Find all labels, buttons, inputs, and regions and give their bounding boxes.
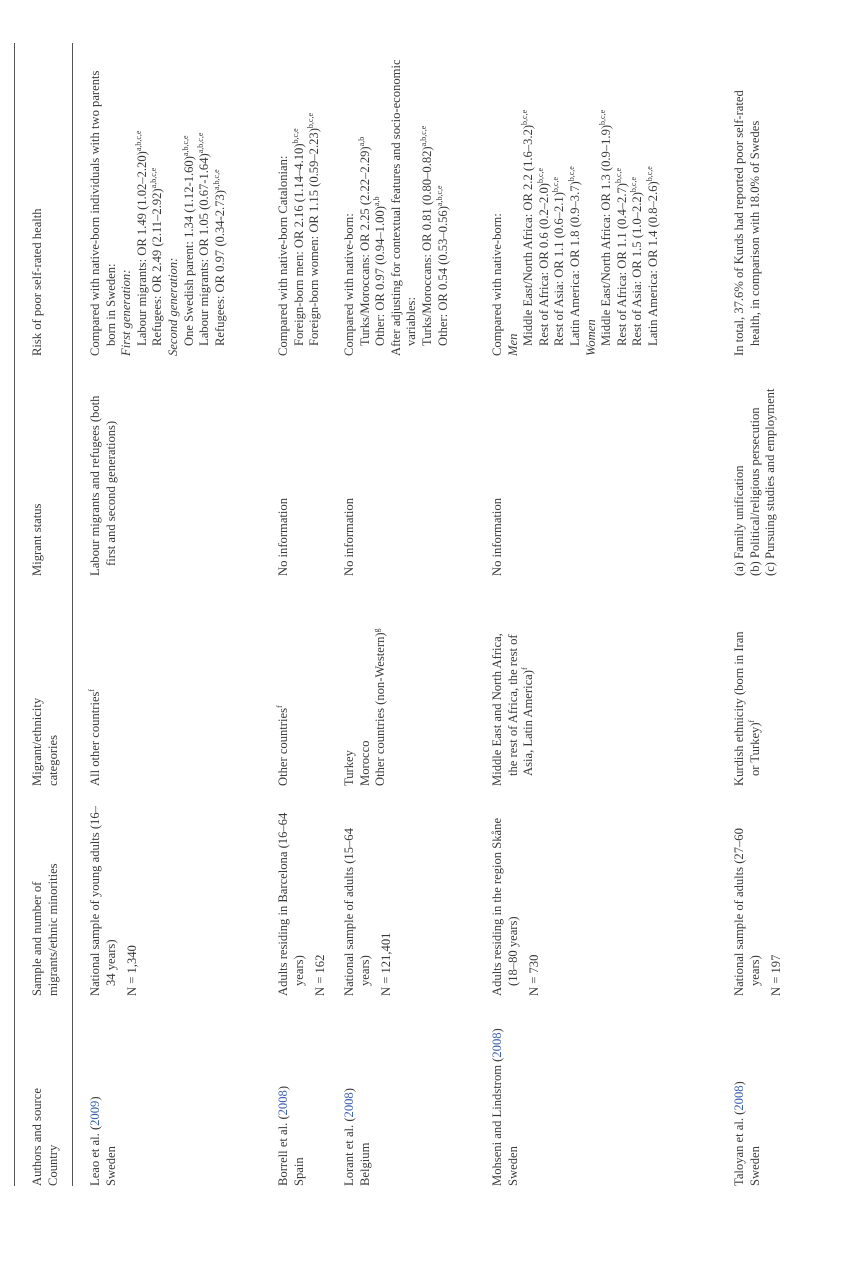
citation-year-link[interactable]: 2008 <box>276 1090 290 1116</box>
risk-line <box>88 56 119 356</box>
footnote-marker: b,c,e <box>598 109 608 125</box>
citation-year-link[interactable]: 2009 <box>88 1100 102 1126</box>
footnote-marker: b,c,e <box>551 176 561 193</box>
risk-cell <box>88 56 228 356</box>
risk-line <box>358 56 374 356</box>
risk-line <box>615 56 631 356</box>
sample-size: N = 730 <box>527 954 542 996</box>
risk-line <box>630 56 646 356</box>
footnote-marker: a,b <box>372 196 382 207</box>
categories-cell <box>342 626 389 786</box>
category-text: Middle East and North Africa, the rest of Africa, the rest of Asia, Latin America) <box>490 633 536 786</box>
category-item <box>732 626 763 786</box>
author-cell <box>342 1026 373 1186</box>
sample-description: National sample of adults (27–60 years) <box>732 828 762 996</box>
risk-text: Latin America: OR 1.4 (0.8–2.6) <box>645 181 660 346</box>
risk-line <box>521 56 537 356</box>
footnote-marker: a,b,c,e <box>418 125 428 147</box>
footnote-marker: b,c,e <box>535 167 545 183</box>
author-name: Lorant et al. <box>342 1124 356 1186</box>
risk-cell <box>490 56 662 356</box>
risk-text: Middle East/North Africa: OR 2.2 (1.6–3.2) <box>521 124 536 346</box>
risk-text: Rest of Africa: OR 1.1 (0.4–2.7) <box>614 183 629 346</box>
sample-size: N = 121,401 <box>379 932 394 996</box>
author-cell <box>88 1026 119 1186</box>
risk-text: Labour migrants: OR 1.05 (0.67-1.64) <box>197 153 212 346</box>
risk-line <box>537 56 553 356</box>
author-name: Mohseni and Lindstrom <box>490 1064 504 1186</box>
risk-subheading <box>166 56 182 356</box>
author-name: Leao et al. <box>88 1133 102 1186</box>
footnote-marker: a,b,c,e <box>149 167 159 189</box>
author-line: Taloyan et al. (2008) <box>732 1081 746 1186</box>
author-line: Mohseni and Lindstrom (2008) <box>490 1028 504 1186</box>
risk-line <box>213 56 229 356</box>
col-header-categories: Migrant/ethnicity categories <box>30 697 60 786</box>
category-text: Turkey <box>342 750 356 786</box>
risk-text: Refugees: OR 2.49 (2.11–2.92) <box>150 188 165 346</box>
risk-text: After adjusting for contextual features and socio-economic variables: <box>388 59 419 356</box>
status-cell <box>490 376 506 576</box>
risk-line <box>646 56 662 356</box>
col-header-status: Migrant status <box>30 503 44 576</box>
footnote-marker: a,b,c,e <box>133 130 143 152</box>
author-line: Leao et al. (2009) <box>88 1096 102 1186</box>
risk-line <box>420 56 436 356</box>
risk-text: Refugees: OR 0.97 (0.34-2.73) <box>212 190 227 346</box>
footnote-marker: b,c,e <box>629 176 639 193</box>
risk-text: Compared with native-born: <box>490 213 504 356</box>
sample-size: N = 1,340 <box>125 945 140 996</box>
footnote-marker: g <box>372 628 382 633</box>
risk-text: Other: OR 0.97 (0.94–1.00) <box>373 206 388 346</box>
category-item <box>373 626 389 786</box>
footnote-marker: b,c,e <box>306 112 316 129</box>
risk-line <box>292 56 308 356</box>
risk-line <box>197 56 213 356</box>
risk-text: Latin America: OR 1.8 (0.9–3.7) <box>567 181 582 346</box>
risk-text: Men <box>505 333 520 356</box>
category-item <box>276 626 292 786</box>
risk-cell <box>732 56 763 356</box>
citation-year-link[interactable]: 2008 <box>342 1092 356 1118</box>
risk-text: Women <box>583 319 598 356</box>
category-text: Kurdish ethnicity (born in Iran or Turkey) <box>732 631 762 786</box>
footnote-marker: f <box>275 705 284 708</box>
footnote-marker: a,b,c,e <box>434 185 444 207</box>
risk-line <box>552 56 568 356</box>
footnote-marker: a,b,c,e <box>211 169 221 190</box>
footnote-marker: b,c,e <box>520 109 530 125</box>
risk-text: Rest of Africa: OR 0.6 (0.2–2.0) <box>536 183 551 346</box>
author-line: Lorant et al. (2008) <box>342 1088 356 1186</box>
status-item: (a) Family unification <box>732 465 746 576</box>
citation-year-link[interactable]: 2008 <box>732 1085 746 1111</box>
status-item: (b) Political/religious persecution <box>747 407 762 576</box>
author-line: Borrell et al. (2008) <box>276 1085 290 1186</box>
risk-line <box>599 56 615 356</box>
risk-subheading <box>584 56 600 356</box>
footnote-marker: f <box>87 688 96 692</box>
author-cell <box>490 1026 521 1186</box>
risk-text: Compared with native-born individuals with two parents born in Sweden: <box>88 70 118 356</box>
sample-description: Adults residing in Barcelona (16–64 years) <box>276 812 306 996</box>
sample-size: N = 162 <box>313 954 328 996</box>
risk-line <box>307 56 323 356</box>
risk-line <box>568 56 584 356</box>
risk-text: First generation: <box>119 269 134 356</box>
footnote-marker: b,c,e <box>613 167 623 183</box>
col-header-risk: Risk of poor self-rated health <box>30 208 44 356</box>
category-item <box>342 626 358 786</box>
footnote-marker: f <box>520 667 530 671</box>
risk-cell <box>342 56 451 356</box>
status-cell <box>732 376 779 576</box>
risk-text: Middle East/North Africa: OR 1.3 (0.9–1.9) <box>599 124 614 346</box>
risk-text: Rest of Asia: OR 1.5 (1.0–2.2) <box>630 192 645 346</box>
categories-cell <box>732 626 763 786</box>
author-name: Taloyan et al. <box>732 1117 746 1186</box>
sample-size: N = 197 <box>769 954 784 996</box>
risk-text: Other: OR 0.54 (0.53–0.56) <box>435 206 450 346</box>
footnote-marker: f <box>746 719 756 723</box>
status-item: No information <box>276 498 290 576</box>
risk-line <box>389 56 420 356</box>
footnote-marker: b,c,e <box>644 166 654 182</box>
risk-text: Turks/Moroccans: OR 2.25 (2.22–2.29) <box>357 146 372 346</box>
sample-cell <box>732 806 785 996</box>
footnote-marker: a,b,c,e <box>196 132 206 154</box>
status-cell <box>342 376 358 576</box>
footnote-marker: b,c,e <box>566 166 576 182</box>
country: Belgium <box>357 1142 372 1186</box>
author-cell <box>276 1026 307 1186</box>
status-cell <box>276 376 292 576</box>
citation-year-link[interactable]: 2008 <box>490 1032 504 1058</box>
footnote-marker: a,b <box>356 136 366 147</box>
sample-cell <box>342 806 395 996</box>
risk-line <box>732 56 763 356</box>
col-header-authors: Authors and source Country <box>30 1088 60 1186</box>
status-item: No information <box>490 498 504 576</box>
category-text: Other countries <box>276 708 290 786</box>
categories-cell <box>276 626 292 786</box>
risk-line <box>436 56 452 356</box>
category-item <box>88 626 104 786</box>
status-item: No information <box>342 498 356 576</box>
risk-text: One Swedish parent: 1.34 (1.12-1.60) <box>181 156 196 346</box>
categories-cell <box>490 626 537 786</box>
category-item <box>358 626 374 786</box>
risk-text: Compared with native-born Catalonian: <box>276 155 290 356</box>
risk-text: Labour migrants: OR 1.49 (1.02–2.20) <box>134 151 149 346</box>
sample-cell <box>88 806 141 996</box>
status-cell <box>88 376 119 576</box>
categories-cell <box>88 626 104 786</box>
risk-text: Rest of Asia: OR 1.1 (0.6–2.1) <box>552 192 567 346</box>
risk-cell <box>276 56 323 356</box>
header-bottom-rule <box>72 43 73 1186</box>
risk-text: Foreign-born men: OR 2.16 (1.14–4.10) <box>291 143 306 346</box>
sample-description: National sample of young adults (16–34 years) <box>88 806 118 996</box>
risk-text: Foreign-born women: OR 1.15 (0.59–2.23) <box>307 128 322 346</box>
status-item: (c) Pursuing studies and employment <box>763 388 778 576</box>
risk-line <box>182 56 198 356</box>
country: Sweden <box>103 1146 118 1186</box>
risk-line <box>150 56 166 356</box>
risk-text: In total, 37.6% of Kurds had reported poor self-rated health, in comparison with 18.0% of Swedes <box>732 90 762 356</box>
footnote-marker: a,b,c,e <box>180 135 190 157</box>
author-cell <box>732 1026 763 1186</box>
category-item <box>490 626 537 786</box>
risk-subheading <box>506 56 522 356</box>
risk-subheading <box>119 56 135 356</box>
category-text: Other countries (non-Western) <box>373 632 388 786</box>
risk-line <box>490 56 506 356</box>
country: Spain <box>291 1157 306 1186</box>
category-text: Morocco <box>357 740 372 786</box>
sample-description: Adults residing in the region Skåne (18–80 years) <box>490 817 520 996</box>
status-item: Labour migrants and refugees (both first and second generations) <box>88 395 118 576</box>
country: Sweden <box>747 1146 762 1186</box>
risk-text: Second generation: <box>165 257 180 356</box>
risk-text: Compared with native-born: <box>342 213 356 356</box>
col-header-sample: Sample and number of migrants/ethnic minorities <box>30 863 60 996</box>
category-text: All other countries <box>88 691 102 786</box>
risk-text: Turks/Moroccans: OR 0.81 (0.80–0.82) <box>419 146 434 346</box>
author-name: Borrell et al. <box>276 1122 290 1186</box>
risk-line <box>276 56 292 356</box>
sample-description: National sample of adults (15–64 years) <box>342 828 372 996</box>
country: Sweden <box>505 1146 520 1186</box>
footnote-marker: b,c,e <box>290 128 300 144</box>
risk-line <box>342 56 358 356</box>
sample-cell <box>490 806 543 996</box>
risk-line <box>373 56 389 356</box>
risk-line <box>135 56 151 356</box>
sample-cell <box>276 806 329 996</box>
header-top-rule <box>14 43 15 1186</box>
